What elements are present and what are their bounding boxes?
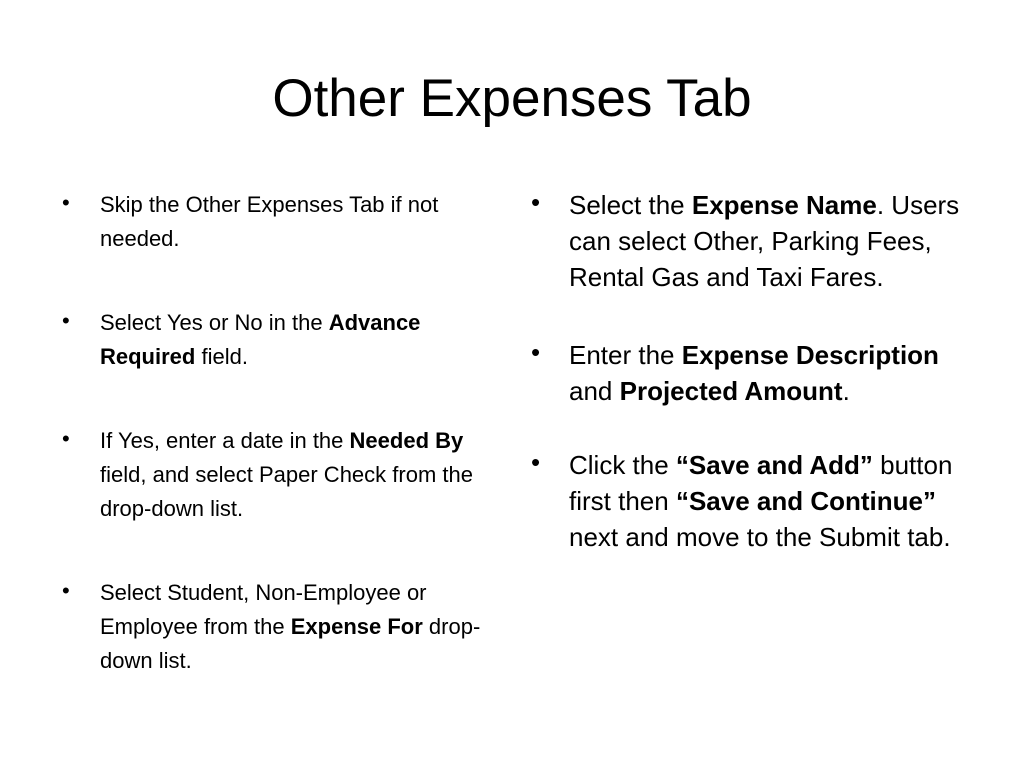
bullet-icon: • xyxy=(531,337,541,367)
bullet-text xyxy=(100,192,438,251)
text-run: drop-down list. xyxy=(100,614,481,673)
list-item xyxy=(531,337,971,409)
text-run: . xyxy=(842,376,850,406)
text-run: Select Student, Non-Employee or Employee from the xyxy=(100,580,427,639)
bullet-text xyxy=(100,310,420,369)
text-run: Enter the xyxy=(569,340,682,370)
list-item xyxy=(62,576,492,678)
list-item xyxy=(62,424,492,526)
bold-text-run: Needed By xyxy=(349,428,464,453)
bold-text-run: “Save and Continue” xyxy=(675,486,936,516)
bullet-icon: • xyxy=(531,447,541,477)
text-run: next and move to the Submit tab. xyxy=(569,486,951,552)
bold-text-run: Expense For xyxy=(290,614,423,639)
bold-text-run: Expense Name xyxy=(691,190,877,220)
text-run: Select Yes or No in the xyxy=(100,310,329,335)
bullet-icon: • xyxy=(62,578,70,603)
bullet-icon: • xyxy=(62,426,70,451)
bold-text-run: Advance Required xyxy=(100,310,421,369)
bullet-text xyxy=(100,428,473,521)
left-bullet-list xyxy=(62,188,492,678)
text-run: field. xyxy=(195,344,248,369)
text-run: If Yes, enter a date in the xyxy=(100,428,350,453)
list-item xyxy=(531,447,971,555)
bullet-text xyxy=(569,340,939,406)
bold-text-run: “Save and Add” xyxy=(675,450,873,480)
text-run: and xyxy=(569,376,620,406)
list-item xyxy=(62,306,492,374)
bullet-text xyxy=(100,580,480,673)
slide-title: Other Expenses Tab xyxy=(272,69,752,128)
bullet-icon: • xyxy=(62,308,70,333)
bullet-text xyxy=(569,190,959,292)
bullet-text xyxy=(569,450,960,552)
list-item xyxy=(531,187,971,295)
text-run: Select the xyxy=(569,190,692,220)
text-run: button first then xyxy=(569,450,960,516)
bullet-icon: • xyxy=(62,190,70,215)
text-run: Skip the Other Expenses Tab if not needed. xyxy=(100,192,439,251)
text-run: . Users can select Other, Parking Fees, Rental Gas and Taxi Fares. xyxy=(569,190,960,292)
text-run: field, and select Paper Check from the drop-down list. xyxy=(100,462,473,521)
bullet-icon: • xyxy=(531,187,541,217)
list-item xyxy=(62,188,492,256)
right-bullet-list xyxy=(531,187,971,555)
text-run: Click the xyxy=(569,450,676,480)
bold-text-run: Expense Description xyxy=(681,340,939,370)
bold-text-run: Projected Amount xyxy=(619,376,843,406)
